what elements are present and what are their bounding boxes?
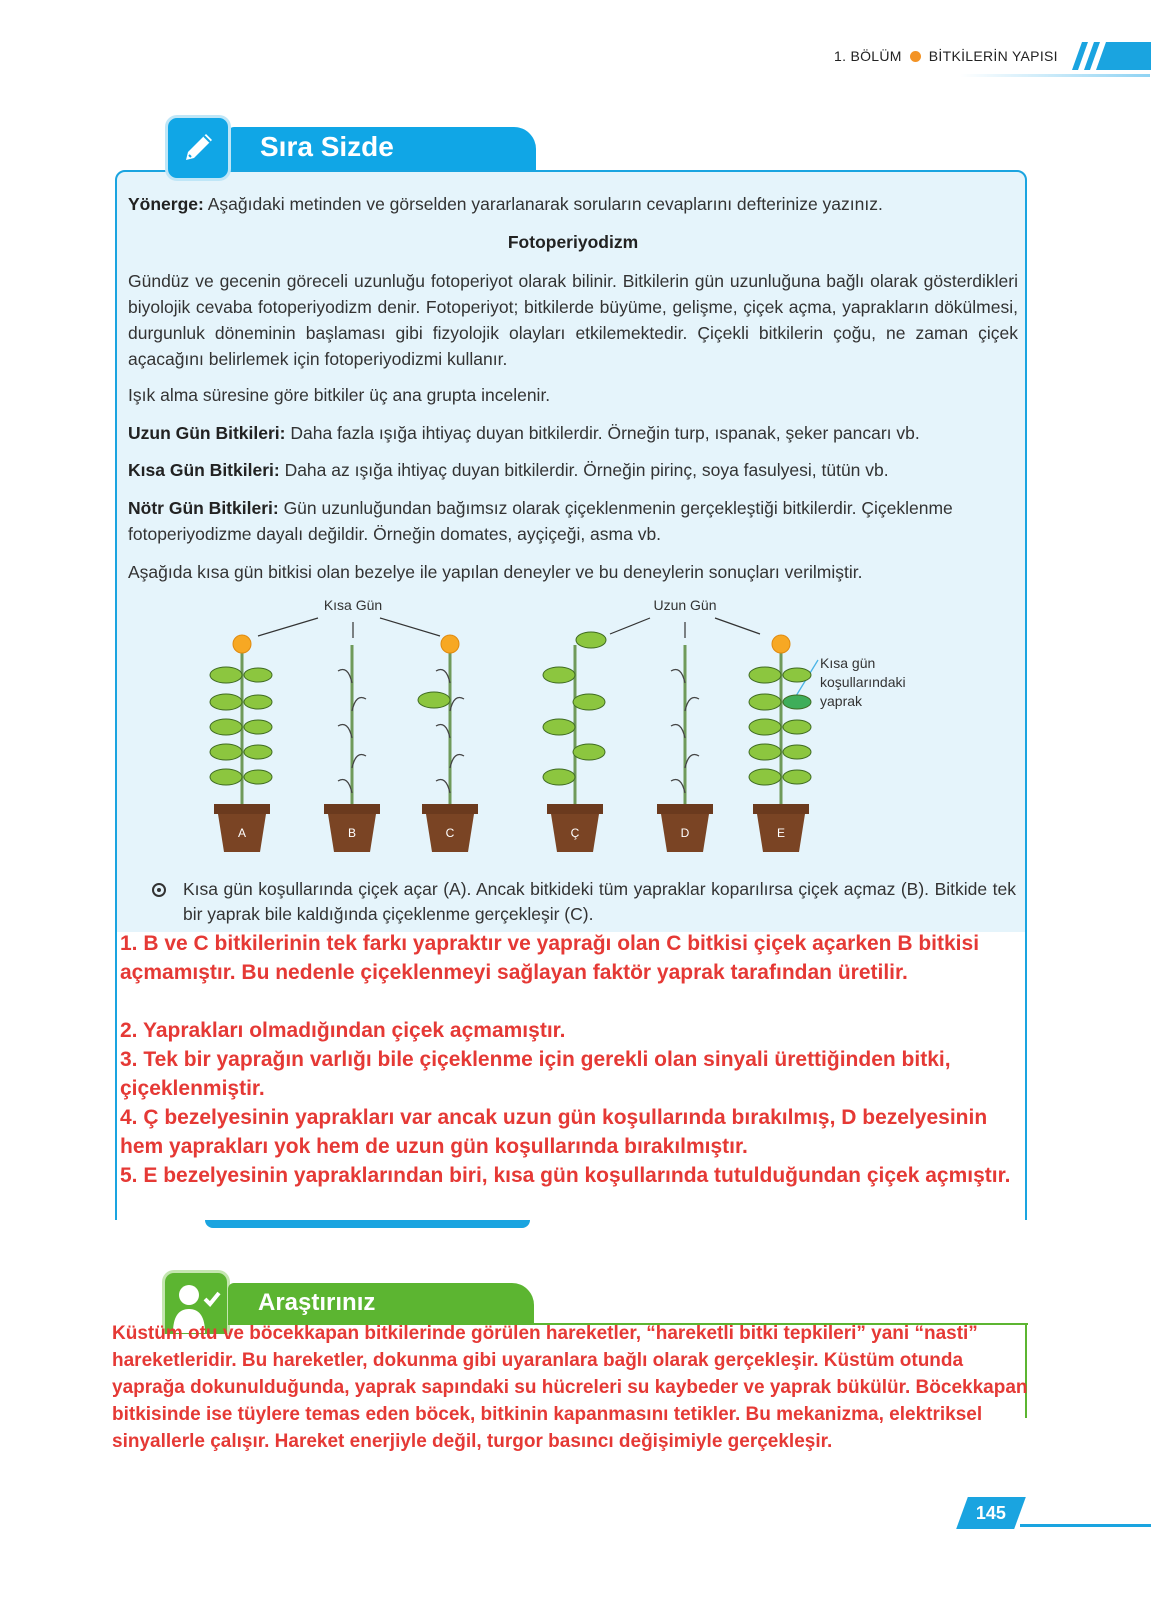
tendril [338, 780, 352, 794]
experiment-result: Kısa gün koşullarında çiçek açar (A). Ancak bitkideki tüm yapraklar koparılırsa çiçek açmaz (B). Bitkide tek bir yaprak bile kaldığında çiçeklenme gerçekleşir (C). [183, 879, 1016, 924]
tendril [436, 780, 450, 794]
plant-label: Ç [570, 826, 580, 840]
leaf [573, 694, 605, 710]
leaf [210, 694, 242, 710]
plant-label: E [776, 826, 786, 840]
leaf [783, 720, 811, 734]
pencil-icon [165, 115, 231, 181]
running-header [834, 48, 1058, 64]
leaf [210, 719, 242, 735]
tendril [450, 698, 464, 712]
leaf [749, 694, 781, 710]
leaf [783, 770, 811, 784]
pointer-line [715, 618, 760, 634]
header-stripes-icon [1062, 40, 1151, 72]
bullet-icon [152, 883, 166, 897]
flower-icon [233, 635, 251, 653]
neutral-day-plants: Nötr Gün Bitkileri: Gün uzunluğundan bağımsız olarak çiçeklenmenin gerçekleştiği bitkilerdir. Çiçeklenme fotoperiyodizme dayalı değildir. Örneğin domates, ayçiçeği, asma vb. [128, 498, 953, 544]
section-heading: Fotoperiyodizm [507, 232, 639, 252]
section-label: BİTKİLERİN YAPISI [928, 48, 1058, 64]
leaf [210, 667, 242, 683]
answer-4: 4. Ç bezelyesinin yaprakları var ancak uzun gün koşullarında bırakılmış, D bezelyesinin hem yaprakları yok hem de uzun gün koşullarında bırakılmıştır. [120, 1106, 988, 1158]
experiment-intro: Aşağıda kısa gün bitkisi olan bezelye ile yapılan deneyler ve bu deneylerin sonuçları verilmiştir. [128, 562, 863, 582]
tendril [338, 670, 352, 684]
tendril [352, 755, 366, 769]
tendril [338, 725, 352, 739]
leaf [244, 770, 272, 784]
leaf [244, 720, 272, 734]
tendril [671, 670, 685, 684]
footer-rule [1020, 1524, 1151, 1527]
leaf [783, 695, 811, 709]
paragraph-groups: Işık alma süresine göre bitkiler üç ana grupta incelenir. [128, 385, 551, 405]
answer-3: 3. Tek bir yaprağın varlığı bile çiçeklenme için gerekli olan sinyali ürettiğinden bitki, çiçeklenmiştir. [120, 1048, 951, 1100]
leaf [576, 632, 606, 648]
leaf [543, 769, 575, 785]
pot-rim [657, 804, 713, 814]
pot-rim [324, 804, 380, 814]
leaf [749, 769, 781, 785]
plant-label: D [680, 826, 690, 840]
group-label-long-day: Uzun Gün [653, 597, 717, 613]
tendril [671, 780, 685, 794]
activity-title: Sıra Sizde [228, 127, 536, 170]
tendril [671, 725, 685, 739]
bullet-dot-icon [910, 51, 921, 62]
pointer-line [610, 618, 650, 634]
leaf-note-label: Kısa gün [820, 655, 876, 671]
leaf [210, 744, 242, 760]
leaf [244, 695, 272, 709]
group-label-short-day: Kısa Gün [323, 597, 383, 613]
tendril [685, 698, 699, 712]
leaf [244, 668, 272, 682]
tendril [436, 725, 450, 739]
tendril [352, 698, 366, 712]
plant-B [324, 645, 380, 852]
leaf [210, 769, 242, 785]
plant-Ç [543, 632, 606, 852]
pea-experiment-figure [0, 590, 1151, 865]
leaf [783, 745, 811, 759]
pot-rim [214, 804, 270, 814]
leaf [543, 719, 575, 735]
plant-D [657, 645, 713, 852]
leaf-note-label: yaprak [820, 693, 863, 709]
answer-2: 2. Yaprakları olmadığından çiçek açmamıştır. [120, 1019, 566, 1042]
answers-area [115, 932, 1027, 1220]
leaf [749, 667, 781, 683]
flower-icon [441, 635, 459, 653]
tendril [436, 670, 450, 684]
activity-box-bottom [205, 1220, 530, 1228]
flower-icon [772, 635, 790, 653]
leaf [418, 692, 450, 708]
header-rule [960, 74, 1150, 77]
tendril [685, 755, 699, 769]
pot-rim [547, 804, 603, 814]
research-title: Araştırınız [228, 1283, 534, 1325]
long-day-plants: Uzun Gün Bitkileri: Daha fazla ışığa ihtiyaç duyan bitkilerdir. Örneğin turp, ıspanak, şeker pancarı vb. [128, 423, 920, 443]
short-day-plants: Kısa Gün Bitkileri: Daha az ışığa ihtiyaç duyan bitkilerdir. Örneğin pirinç, soya fasulyesi, tütün vb. [128, 460, 889, 480]
pointer-line [258, 618, 318, 636]
leaf [783, 668, 811, 682]
leaf-note-label: koşullarındaki [820, 674, 906, 690]
leaf [543, 667, 575, 683]
instruction: Yönerge: Aşağıdaki metinden ve görselden yararlanarak soruların cevaplarını defterinize yazınız. [128, 194, 883, 214]
plant-label: C [445, 826, 455, 840]
plant-A [210, 635, 272, 852]
pointer-line [380, 618, 440, 636]
plant-label: B [347, 826, 357, 840]
answer-5: 5. E bezelyesinin yapraklarından biri, kısa gün koşullarında tutulduğundan çiçek açmıştır. [120, 1164, 1011, 1187]
chapter-label: 1. BÖLÜM [834, 48, 902, 64]
page-number: 145 [956, 1497, 1026, 1529]
plant-E [749, 635, 811, 852]
tendril [450, 755, 464, 769]
paragraph-intro: Gündüz ve gecenin göreceli uzunluğu fotoperiyot olarak bilinir. Bitkilerin gün uzunluğuna bağlı olarak gösterdikleri biyolojik cevaba fotoperiyodizm denir. Fotoperiyot; bitkilerde büyüme, gelişme, çiçek açma, yaprakların dökülmesi, durgunluk döneminin başlaması gibi fizyolojik olayları etkilemektedir. Çiçekli bitkilerin çoğu, ne zaman çiçek açacağını belirlemek için fotoperiyodizmi kullanır. [128, 271, 1018, 369]
leaf [244, 745, 272, 759]
answer-1: 1. B ve C bitkilerinin tek farkı yapraktır ve yaprağı olan C bitkisi çiçek açarken B bitkisi açmamıştır. Bu nedenle çiçeklenmeyi sağlayan faktör yaprak tarafından üretilir. [120, 932, 980, 984]
pot-rim [422, 804, 478, 814]
plant-C [418, 635, 478, 852]
research-answer: Küstüm otu ve böcekkapan bitkilerinde görülen hareketler, “hareketli bitki tepkileri” yani “nasti” hareketleridir. Bu hareketler, dokunma gibi uyaranlara bağlı olarak gerçekleşir. Küstüm otunda yaprağa dokunulduğunda, yaprak sapındaki su hücreleri su kaybeder ve yaprak bükülür. Böcekkapan bitkisinde ise tüylere temas eden böcek, bitkinin kapanmasını tetikler. Bu mekanizma, elektriksel sinyallerle çalışır. Hareket enerjiyle değil, turgor basıncı değişimiyle gerçekleşir. [112, 1323, 1028, 1452]
leaf [749, 719, 781, 735]
leaf [749, 744, 781, 760]
pot-rim [753, 804, 809, 814]
plant-label: A [237, 826, 247, 840]
leaf [573, 744, 605, 760]
